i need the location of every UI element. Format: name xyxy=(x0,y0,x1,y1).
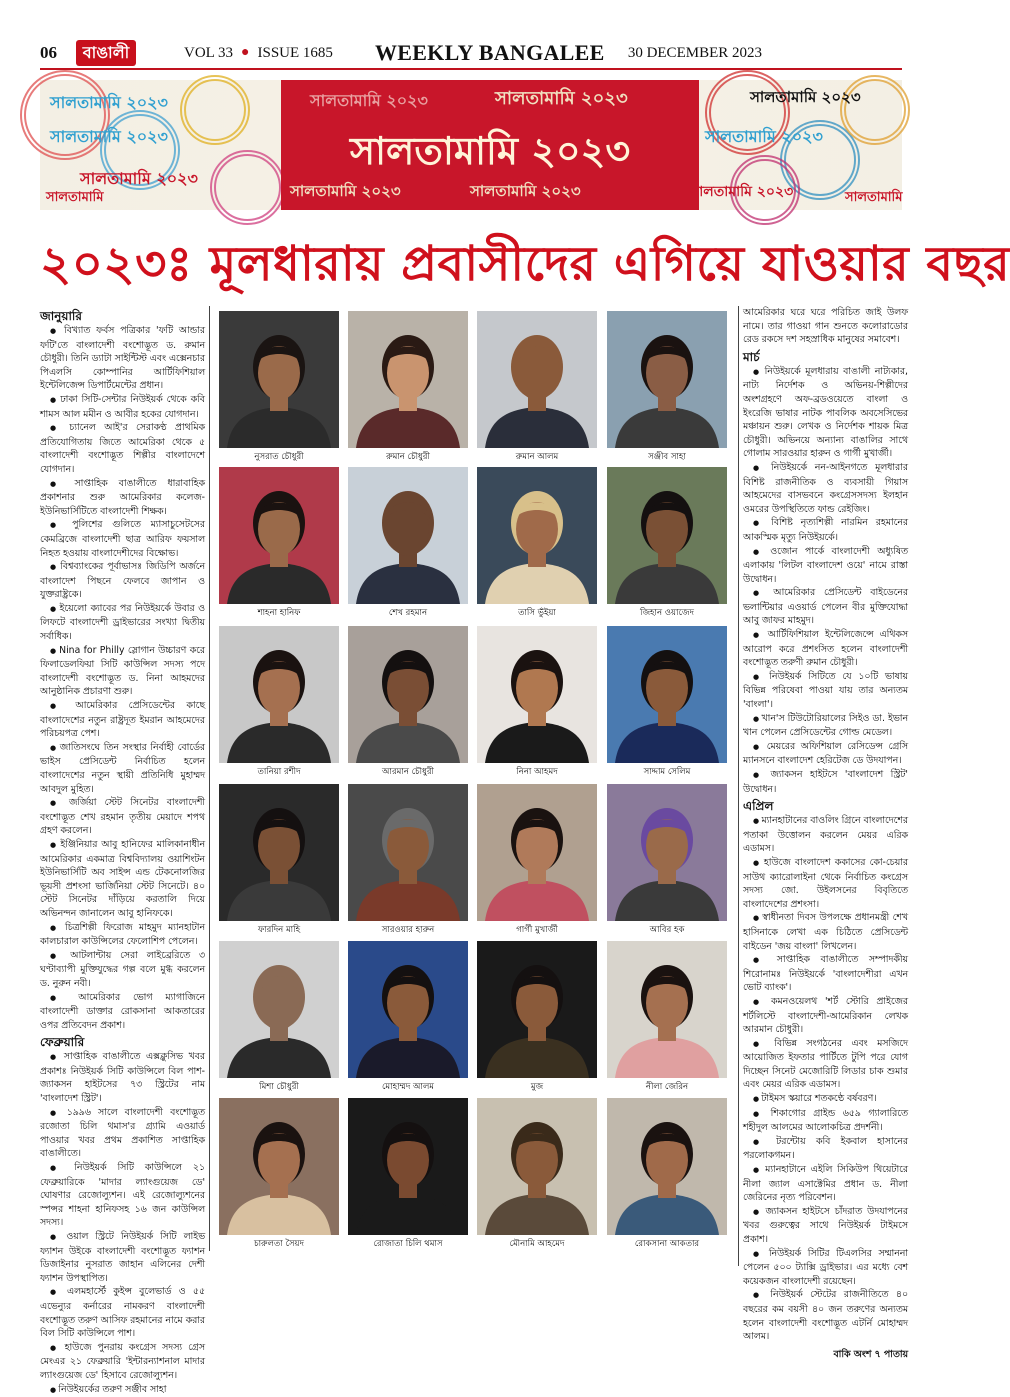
continued-note: বাকি অংশ ৭ পাতায় xyxy=(833,1348,908,1360)
news-item: ● শিকাগোর গ্রাইন্ড ৬৫৯ গ্যালারিতে শহীদুল আলমের আলোকচিত্র প্রদর্শনী। xyxy=(743,1107,908,1135)
banner-repeat-text: সালতামামি ২০২৩ xyxy=(705,127,823,146)
paper-name: WEEKLY BANGALEE xyxy=(374,40,605,65)
news-item: ● ওয়াল স্ট্রিটে নিউইয়র্ক সিটি লাইভ ফ্যাশন উইকে বাংলাদেশী বংশোদ্ভূত ফ্যাশন ডিজাইনার নুসরাত জাহান এলিনের দেশী ফ্যাশন উপস্থাপিত। xyxy=(40,1230,205,1285)
person-portrait-icon xyxy=(477,1098,597,1235)
news-item: ● চ্যানেল আই'র সেরাকণ্ঠ প্রাথমিক প্রতিযোগিতায় জিতে আমেরিকা থেকে ৫ বাংলাদেশী বংশোদ্ভূত শিল্পীর বাংলাদেশে যোগদান। xyxy=(40,421,205,476)
portrait-caption: জিহান ওয়াজেদ xyxy=(640,608,694,618)
news-item: ● এলমহার্স্টে কুইন্স বুলেভার্ড ও ৫৫ এভেন্যুর কর্নারের নামকরণ বাংলাদেশী বংশোদ্ভূত তরুণ আসিফ রহমানের নামে করার বিল সিটি কাউন্সিলে পাশ। xyxy=(40,1285,205,1340)
portrait-caption: আরমান চৌধুরী xyxy=(382,767,434,777)
portrait-card xyxy=(348,941,468,1093)
section-march xyxy=(743,349,908,796)
portrait-caption: সারওয়ার হারুন xyxy=(381,925,435,935)
portrait-card xyxy=(607,311,727,463)
person-portrait-icon xyxy=(477,626,597,763)
news-item: ● কমনওয়েলথ 'শর্ট স্টোরি প্রাইজের শর্টলিস্টে বাংলাদেশী-আমেরিকান লেখক আরমান চৌধুরী। xyxy=(743,995,908,1037)
portrait-photo xyxy=(348,941,468,1078)
portrait-caption: মিশা চৌধুরী xyxy=(259,1082,299,1092)
person-portrait-icon xyxy=(348,941,468,1078)
section-heading: মার্চ xyxy=(743,349,760,364)
news-item: ● নিউইয়র্ক সিটি কাউন্সিলে ২১ ফেব্রুয়ারিকে 'মাদার ল্যাংগুয়েজ ডে' ঘোষণার রেজোল্যুশন। এই রেজোল্যুশনের স্পন্সর শাহনা হানিফসহ ১৬ জন কাউন্সিল সদস্য। xyxy=(40,1161,205,1230)
person-portrait-icon xyxy=(607,784,727,921)
news-item: ● নিউইয়র্কের তরুণ সঞ্জীব সাহা xyxy=(40,1383,205,1397)
person-portrait-icon xyxy=(607,311,727,448)
portrait-caption: সাদ্দাম সেলিম xyxy=(643,767,691,777)
portrait-grid xyxy=(219,311,730,1249)
portrait-photo xyxy=(348,1098,468,1235)
banner-short-text: সালতামামি xyxy=(845,190,903,205)
portrait-caption: শেখ রহমান xyxy=(388,608,428,618)
portrait-caption: গার্গী মুখার্জী xyxy=(516,925,558,935)
volume: VOL 33 xyxy=(184,44,234,61)
news-item: ● ম্যানহাটানে এইলি সিকিউপ থিয়েটারে নীলা জ্যাল এসাক্টেমির প্রধান ড. নীলা জেরিনের নৃত্য পরিবেশন। xyxy=(743,1163,908,1205)
portrait-photo xyxy=(219,626,339,763)
section-february xyxy=(40,1034,205,1397)
portrait-photo xyxy=(607,311,727,448)
section-heading: এপ্রিল xyxy=(743,799,774,814)
news-item: ● জ্যাকসন হাইটসে 'বাংলাদেশ স্ট্রিট' উদ্বোধন। xyxy=(743,768,908,796)
person-portrait-icon xyxy=(477,784,597,921)
portrait-caption: রুমান আলম xyxy=(515,452,559,462)
portrait-card xyxy=(219,626,339,778)
portrait-photo xyxy=(477,784,597,921)
portrait-card xyxy=(607,941,727,1093)
portrait-caption: রোজাতা চিলি থমাস xyxy=(373,1239,443,1249)
banner-short-text: সালতামামি xyxy=(46,190,104,205)
portrait-card xyxy=(477,1098,597,1250)
person-portrait-icon xyxy=(219,311,339,448)
portrait-caption: মুজ xyxy=(530,1082,544,1092)
news-item: ● ম্যানহাটানের বাওলিং গ্রিনে বাংলাদেশের পতাকা উত্তোলন করলেন মেয়র এরিক এডামস। xyxy=(743,814,908,856)
continued-text: আমেরিকার ঘরে ঘরে পরিচিত জাই উলফ নামে। তার গাওয়া গান শুনতে কলোরাডোর রেড রকসে দশ সহস্রাধিক মানুষের সমাবেশ। xyxy=(743,307,908,346)
news-item: ● আটলান্টায় সেরা লাইব্রেরিতে ৩ ঘণ্টাব্যাপী মুক্তিযুদ্ধের গল্প বলে মুগ্ধ করলেন ড. নুরুন নবী। xyxy=(40,949,205,991)
news-item: ● জাতিসংঘে তিন সংস্থার নির্বাহী বোর্ডের ভাইস প্রেসিডেন্ট নির্বাচিত হলেন বাংলাদেশের নতুন স্থায়ী প্রতিনিধি মুহাম্মদ আবদুল মুহিত। xyxy=(40,741,205,796)
news-item: ● জ্যাকসন হাইটসে চাঁদরাত উদযাপনের খবর গুরুত্বের সাথে নিউইয়র্ক টাইমসে প্রকাশ। xyxy=(743,1205,908,1247)
banner-repeat-text: সালতামামি ২০২৩ xyxy=(50,127,168,146)
portrait-caption: নিনা আহমদ xyxy=(516,767,558,777)
volume-issue xyxy=(184,45,333,62)
portrait-card xyxy=(477,311,597,463)
portrait-photo xyxy=(348,784,468,921)
issue: ISSUE 1685 xyxy=(257,44,333,61)
portrait-card xyxy=(477,626,597,778)
news-item: ● নিউইয়র্কে মূলধারায় বাঙালী নাট্যকার, নাট্য নির্দেশক ও অভিনয়-শিল্পীদের অংশগ্রহণে অফ-ব্রডওয়েতে বাংলা ও ইংরেজি ভাষার নাটক পাবলিক অবসেসিভের মঞ্চায়ন শুরু। লেখক ও নির্দেশক শায়ক মিত্র চৌধুরী। অভিনয়ে অন্যান্য বাঙালির সাথে গোলাম সারওয়ার হারুন ও গার্গী মুখার্জী। xyxy=(743,365,908,461)
portrait-photo xyxy=(607,1098,727,1235)
rose-decoration xyxy=(180,75,250,145)
person-portrait-icon xyxy=(477,941,597,1078)
section-april xyxy=(743,798,908,1344)
news-item: ● আমেরিকার ভোগ ম্যাগাজিনে বাংলাদেশী ডাক্তার রোকসানা আকতারের ওপর প্রতিবেদন প্রকাশ। xyxy=(40,991,205,1033)
news-item: ● আর্টিফিশিয়াল ইন্টেলিজেন্সে এথিকস আরোপ করে প্রশংসিত হলেন বাংলাদেশী বংশোদ্ভূত তরুণী রুমান চৌধুরী। xyxy=(743,628,908,670)
portrait-photo xyxy=(607,467,727,604)
portrait-photo xyxy=(348,311,468,448)
portrait-caption: রুমান চৌধুরী xyxy=(386,452,430,462)
portrait-caption: ফারদিন মাহি xyxy=(257,925,301,935)
portrait-photo xyxy=(607,941,727,1078)
portrait-caption: মৌনামি আহমেদ xyxy=(509,1239,565,1249)
left-text-column xyxy=(40,306,210,1395)
portrait-caption: চারুলতা সৈয়দ xyxy=(254,1239,304,1249)
person-portrait-icon xyxy=(477,311,597,448)
person-portrait-icon xyxy=(477,467,597,604)
portrait-card xyxy=(607,784,727,936)
news-item: ● বিভিন্ন সংগঠনের এবং মসজিদে আয়োজিত ইফতার পার্টিতে টুপি পরে যোগ দিচ্ছেন সিনেট মেজোরিটি লিডার চাক শুমার এবং মেয়র এরিক এডামস। xyxy=(743,1037,908,1092)
portrait-card xyxy=(477,941,597,1093)
person-portrait-icon xyxy=(607,467,727,604)
news-item: ● হাউজে পুনরায় কংগ্রেস সদস্য গ্রেস মেংএর ২১ ফেব্রুয়ারি 'ইন্টারন্যাশনাল মাদার ল্যাংগুয়েজ ডে' হিসাবে রেজোল্যুশন। xyxy=(40,1341,205,1383)
section-january xyxy=(40,308,205,1032)
news-item: ● ঢাকা সিটি-সেন্টার নিউইয়র্ক থেকে কবি শামস আল মমীন ও আবীর হকের যোগদান। xyxy=(40,393,205,421)
news-item: ● ইঞ্জিনিয়ার আবু হানিফের মালিকানাধীন আমেরিকার একমাত্র বিশ্ববিদ্যালয় ওয়াশিংটন ইউনিভার্সিটি অব সাইন্স এন্ড টেকনোলজির ভূয়সী প্রশংসা ভার্জিনিয়া স্টেট সিনেটে। ৪০ স্টেট সিনেটর দাঁড়িয়ে করতালি দিয়ে অভিনন্দন জানালেন আবু হানিফকে। xyxy=(40,838,205,921)
right-text-column xyxy=(738,306,908,1360)
news-item: ● আমেরিকার প্রেসিডেন্টের কাছে বাংলাদেশের নতুন রাষ্ট্রদূত ইমরান আহমেদের পরিচয়পত্র পেশ। xyxy=(40,699,205,741)
news-item: ● সাপ্তাহিক বাঙালীতে এক্সক্লুসিভ খবর প্রকাশঃ নিউইয়র্ক সিটি কাউন্সিলে বিল পাশ-জ্যাকসন হাইটসের ৭৩ স্ট্রিটের নাম 'বাংলাদেশ স্ট্রিট'। xyxy=(40,1050,205,1105)
portrait-caption: আবির হক xyxy=(649,925,685,935)
news-item: ● বিশ্বব্যাংকের পূর্বাভাসঃ জিডিপি অর্জনে বাংলাদেশ পিছনে ফেলবে জাপান ও যুক্তরাষ্ট্রকে। xyxy=(40,560,205,602)
portrait-card xyxy=(348,311,468,463)
portrait-card xyxy=(348,626,468,778)
portrait-caption: তানিয়া রশীদ xyxy=(257,767,301,777)
portrait-card xyxy=(219,784,339,936)
portrait-photo xyxy=(477,467,597,604)
news-item: ● খান'স টিউটোরিয়ালের সিইও ডা. ইভান খান পেলেন প্রেসিডেন্টের গোল্ড মেডেল। xyxy=(743,712,908,740)
person-portrait-icon xyxy=(219,467,339,604)
news-item: ● নিউইয়র্ক সিটির টিএলসির সম্মাননা পেলেন ৫০০ ট্যাক্সি ড্রাইভার। এর মধ্যে বেশ কয়েকজন বাংলাদেশী রয়েছেন। xyxy=(743,1247,908,1289)
banner-main-title: সালতামামি ২০২৩ xyxy=(349,129,631,173)
portrait-photo xyxy=(348,467,468,604)
portrait-card xyxy=(219,311,339,463)
news-item: ● ১৯৯৬ সালে বাংলাদেশী বংশোদ্ভূত রজোতা চিলি থমাস'র গ্র্যামি এওয়ার্ড পাওয়ার খবর প্রথম প্রকাশিত সাপ্তাহিক বাঙালীতে। xyxy=(40,1106,205,1161)
portrait-photo xyxy=(348,626,468,763)
news-item: ● বিখ্যাত ফর্বস পত্রিকার 'ফটি আন্ডার ফটি'তে বাংলাদেশী বংশোদ্ভূত ড. রুমান চৌধুরী। তিনি ড্যাটা সাইন্টিস্ট এবং এক্সেনচার পিএলসি কোম্পানির আর্টিফিশিয়াল ইন্টেলিজেন্স ডিপার্টমেন্টের প্রধান। xyxy=(40,324,205,393)
person-portrait-icon xyxy=(348,626,468,763)
news-item: ● সাপ্তাহিক বাঙালীতে সম্পাদকীয় শিরোনামঃ নিউইয়র্কে 'বাংলাদেশীরা এখন ভোট ব্যাংক'। xyxy=(743,953,908,995)
portrait-card xyxy=(607,1098,727,1250)
person-portrait-icon xyxy=(348,784,468,921)
portrait-card xyxy=(348,784,468,936)
person-portrait-icon xyxy=(607,626,727,763)
portrait-photo xyxy=(219,784,339,921)
banner-repeat-text: সালতামামি ২০২৩ xyxy=(290,182,401,200)
news-item: ● নিউইয়র্ক স্টেটের রাজনীতিতে ৪০ বছরের কম বয়সী ৪০ জন তরুণের অন্যতম হলেন বাংলাদেশী বংশোদ্ভূত এটর্নি মোহাম্মদ আলম। xyxy=(743,1288,908,1343)
news-item: ● স্বাধীনতা দিবস উপলক্ষে প্রধানমন্ত্রী শেখ হাসিনাকে লেখা এক চিঠিতে প্রেসিডেন্ট বাইডেন 'জয় বাংলা' লিখলেন। xyxy=(743,911,908,953)
portrait-card xyxy=(219,941,339,1093)
issue-date: 30 DECEMBER 2023 xyxy=(627,44,762,61)
banner-repeat-text: সালতামামি ২০২৩ xyxy=(470,182,581,200)
portrait-photo xyxy=(477,1098,597,1235)
portrait-caption: নুসরাত চৌধুরী xyxy=(254,452,304,462)
banner-repeat-text: সালতামামি ২০২৩ xyxy=(80,169,198,188)
news-item: ● নিউইয়র্কে নন-আইনগতে মূলধারার বিশিষ্ট রাজনীতিক ও ব্যবসায়ী গিয়াস আহমেদের বাসভবনে কংগ্রেসসদস্য ইলহান ওমরের উপস্থিতিতে ফান্ড রেইজিং। xyxy=(743,461,908,516)
portrait-card xyxy=(607,626,727,778)
page-headline: ২০২৩ঃ মূলধারায় প্রবাসীদের এগিয়ে যাওয়ার বছর xyxy=(40,236,1010,292)
person-portrait-icon xyxy=(348,311,468,448)
news-item: ● টরন্টোয় কবি ইকবাল হাসানের পরলোকগমন। xyxy=(743,1135,908,1163)
portrait-photo xyxy=(477,626,597,763)
portrait-caption: শাহনা হানিফ xyxy=(257,608,301,618)
banner-repeat-text: সালতামামি ২০২৩ xyxy=(750,88,861,106)
banner-repeat-text: সালতামামি ২০২৩ xyxy=(690,184,794,200)
news-item: ● চিত্রশিল্পী ফিরোজ মাহমুদ ম্যানহাটান কালচারাল কাউন্সিলের ফেলোশিপ পেলেন। xyxy=(40,921,205,949)
banner-repeat-text: সালতামামি ২০২৩ xyxy=(50,93,168,112)
portrait-caption: মোহাম্মদ আলম xyxy=(381,1082,434,1092)
person-portrait-icon xyxy=(219,626,339,763)
portrait-photo xyxy=(219,311,339,448)
banner-repeat-text: সালতামামি ২০২৩ xyxy=(495,88,628,109)
banner-repeat-text: সালতামামি ২০২৩ xyxy=(310,91,428,110)
newspaper-logo: বাঙালী xyxy=(76,40,136,66)
section-heading: জানুয়ারি xyxy=(40,309,82,323)
portrait-photo xyxy=(219,1098,339,1235)
news-item: ● টাইমস স্কয়ারে শতকণ্ঠে বর্ষবরণ। xyxy=(743,1092,908,1107)
person-portrait-icon xyxy=(219,1098,339,1235)
news-item: ● মেয়রের অফিশিয়াল রেসিডেন্স গ্রেসি ম্যানসনে বাংলাদেশ হেরিটেজ ডে উদযাপন। xyxy=(743,740,908,768)
person-portrait-icon xyxy=(348,1098,468,1235)
portrait-card xyxy=(348,1098,468,1250)
year-review-banner xyxy=(40,80,902,210)
person-portrait-icon xyxy=(348,467,468,604)
person-portrait-icon xyxy=(607,941,727,1078)
news-item: ● নিউইয়র্ক সিটিতে যে ১০টি ভাষায় বিভিন্ন পরিষেবা পাওয়া যায় তার অন্যতম 'বাংলা'। xyxy=(743,670,908,712)
bullet-icon: ● xyxy=(241,45,250,60)
portrait-card xyxy=(219,467,339,619)
news-item: ● বিশিষ্ট নৃত্যশিল্পী নারমিন রহমানের আকস্মিক মৃত্যু নিউইয়র্কে। xyxy=(743,516,908,544)
portrait-caption: নীলা জেরিন xyxy=(645,1082,689,1092)
portrait-photo xyxy=(607,784,727,921)
rose-decoration xyxy=(210,150,285,225)
portrait-caption: তাসি ভুঁইয়া xyxy=(518,608,556,618)
news-item: ● ইয়েলো ক্যাবের পর নিউইয়র্কে উবার ও লিফটে বাংলাদেশী ড্রাইভারের সংখ্যা দ্বিতীয় সর্বাধিক। xyxy=(40,602,205,644)
portrait-photo xyxy=(607,626,727,763)
news-item: ● ওজোন পার্কে বাংলাদেশী অধ্যুষিত এলাকায় 'লিটল বাংলাদেশ ওয়ে' নামে রাস্তা উদ্বোধন। xyxy=(743,545,908,587)
news-item: ● হাউজে বাংলাদেশ ককাসের কো-চেয়ার সাউথ ক্যারোলাইনা থেকে নির্বাচিত কংগ্রেস সদস্য জো. উইলসনের বিবৃতিতে বাংলাদেশের প্রশংসা। xyxy=(743,856,908,911)
person-portrait-icon xyxy=(607,1098,727,1235)
portrait-caption: সঞ্জীব সাহা xyxy=(648,452,686,462)
portrait-photo xyxy=(219,467,339,604)
news-item: ● আমেরিকার প্রেসিডেন্ট বাইডেনের ভলান্টিয়ার এওয়ার্ড পেলেন বীর মুক্তিযোদ্ধা আবু জাফর মাহমুদ। xyxy=(743,586,908,628)
section-heading: ফেব্রুয়ারি xyxy=(40,1035,85,1050)
page-number: 06 xyxy=(40,43,57,62)
news-item: ● জর্জিয়া স্টেট সিনেটর বাংলাদেশী বংশোদ্ভূত শেখ রহমান তৃতীয় মেয়াদে শপথ গ্রহণ করলেন। xyxy=(40,796,205,838)
news-item: ● Nina for Philly স্লোগান উচ্চারণ করে ফিলাডেলফিয়া সিটি কাউন্সিল সদস্য পদে বাংলাদেশী বংশোদ্ভূত ড. নিনা আহমদের আনুষ্ঠানিক প্রচারণা শুরু। xyxy=(40,644,205,699)
portrait-photo xyxy=(219,941,339,1078)
person-portrait-icon xyxy=(219,941,339,1078)
portrait-photo xyxy=(477,311,597,448)
portrait-photo xyxy=(477,941,597,1078)
portrait-card xyxy=(477,467,597,619)
portrait-card xyxy=(348,467,468,619)
person-portrait-icon xyxy=(219,784,339,921)
news-item: ● পুলিশের গুলিতে ম্যাসাচুসেটসের কেমব্রিজে বাংলাদেশী ছাত্র আরিফ ফয়সাল নিহত হওয়ায় বাংলাদেশীদের বিক্ষোভ। xyxy=(40,518,205,560)
portrait-card xyxy=(607,467,727,619)
portrait-caption: রোকসানা আকতার xyxy=(634,1239,700,1249)
portrait-card xyxy=(219,1098,339,1250)
portrait-card xyxy=(477,784,597,936)
news-item: ● সাপ্তাহিক বাঙালীতে ধারাবাহিক প্রকাশনার শুরু আমেরিকার কলেজ-ইউনিভার্সিটিতে বাংলাদেশী শিক্ষক। xyxy=(40,477,205,519)
masthead xyxy=(40,38,902,70)
